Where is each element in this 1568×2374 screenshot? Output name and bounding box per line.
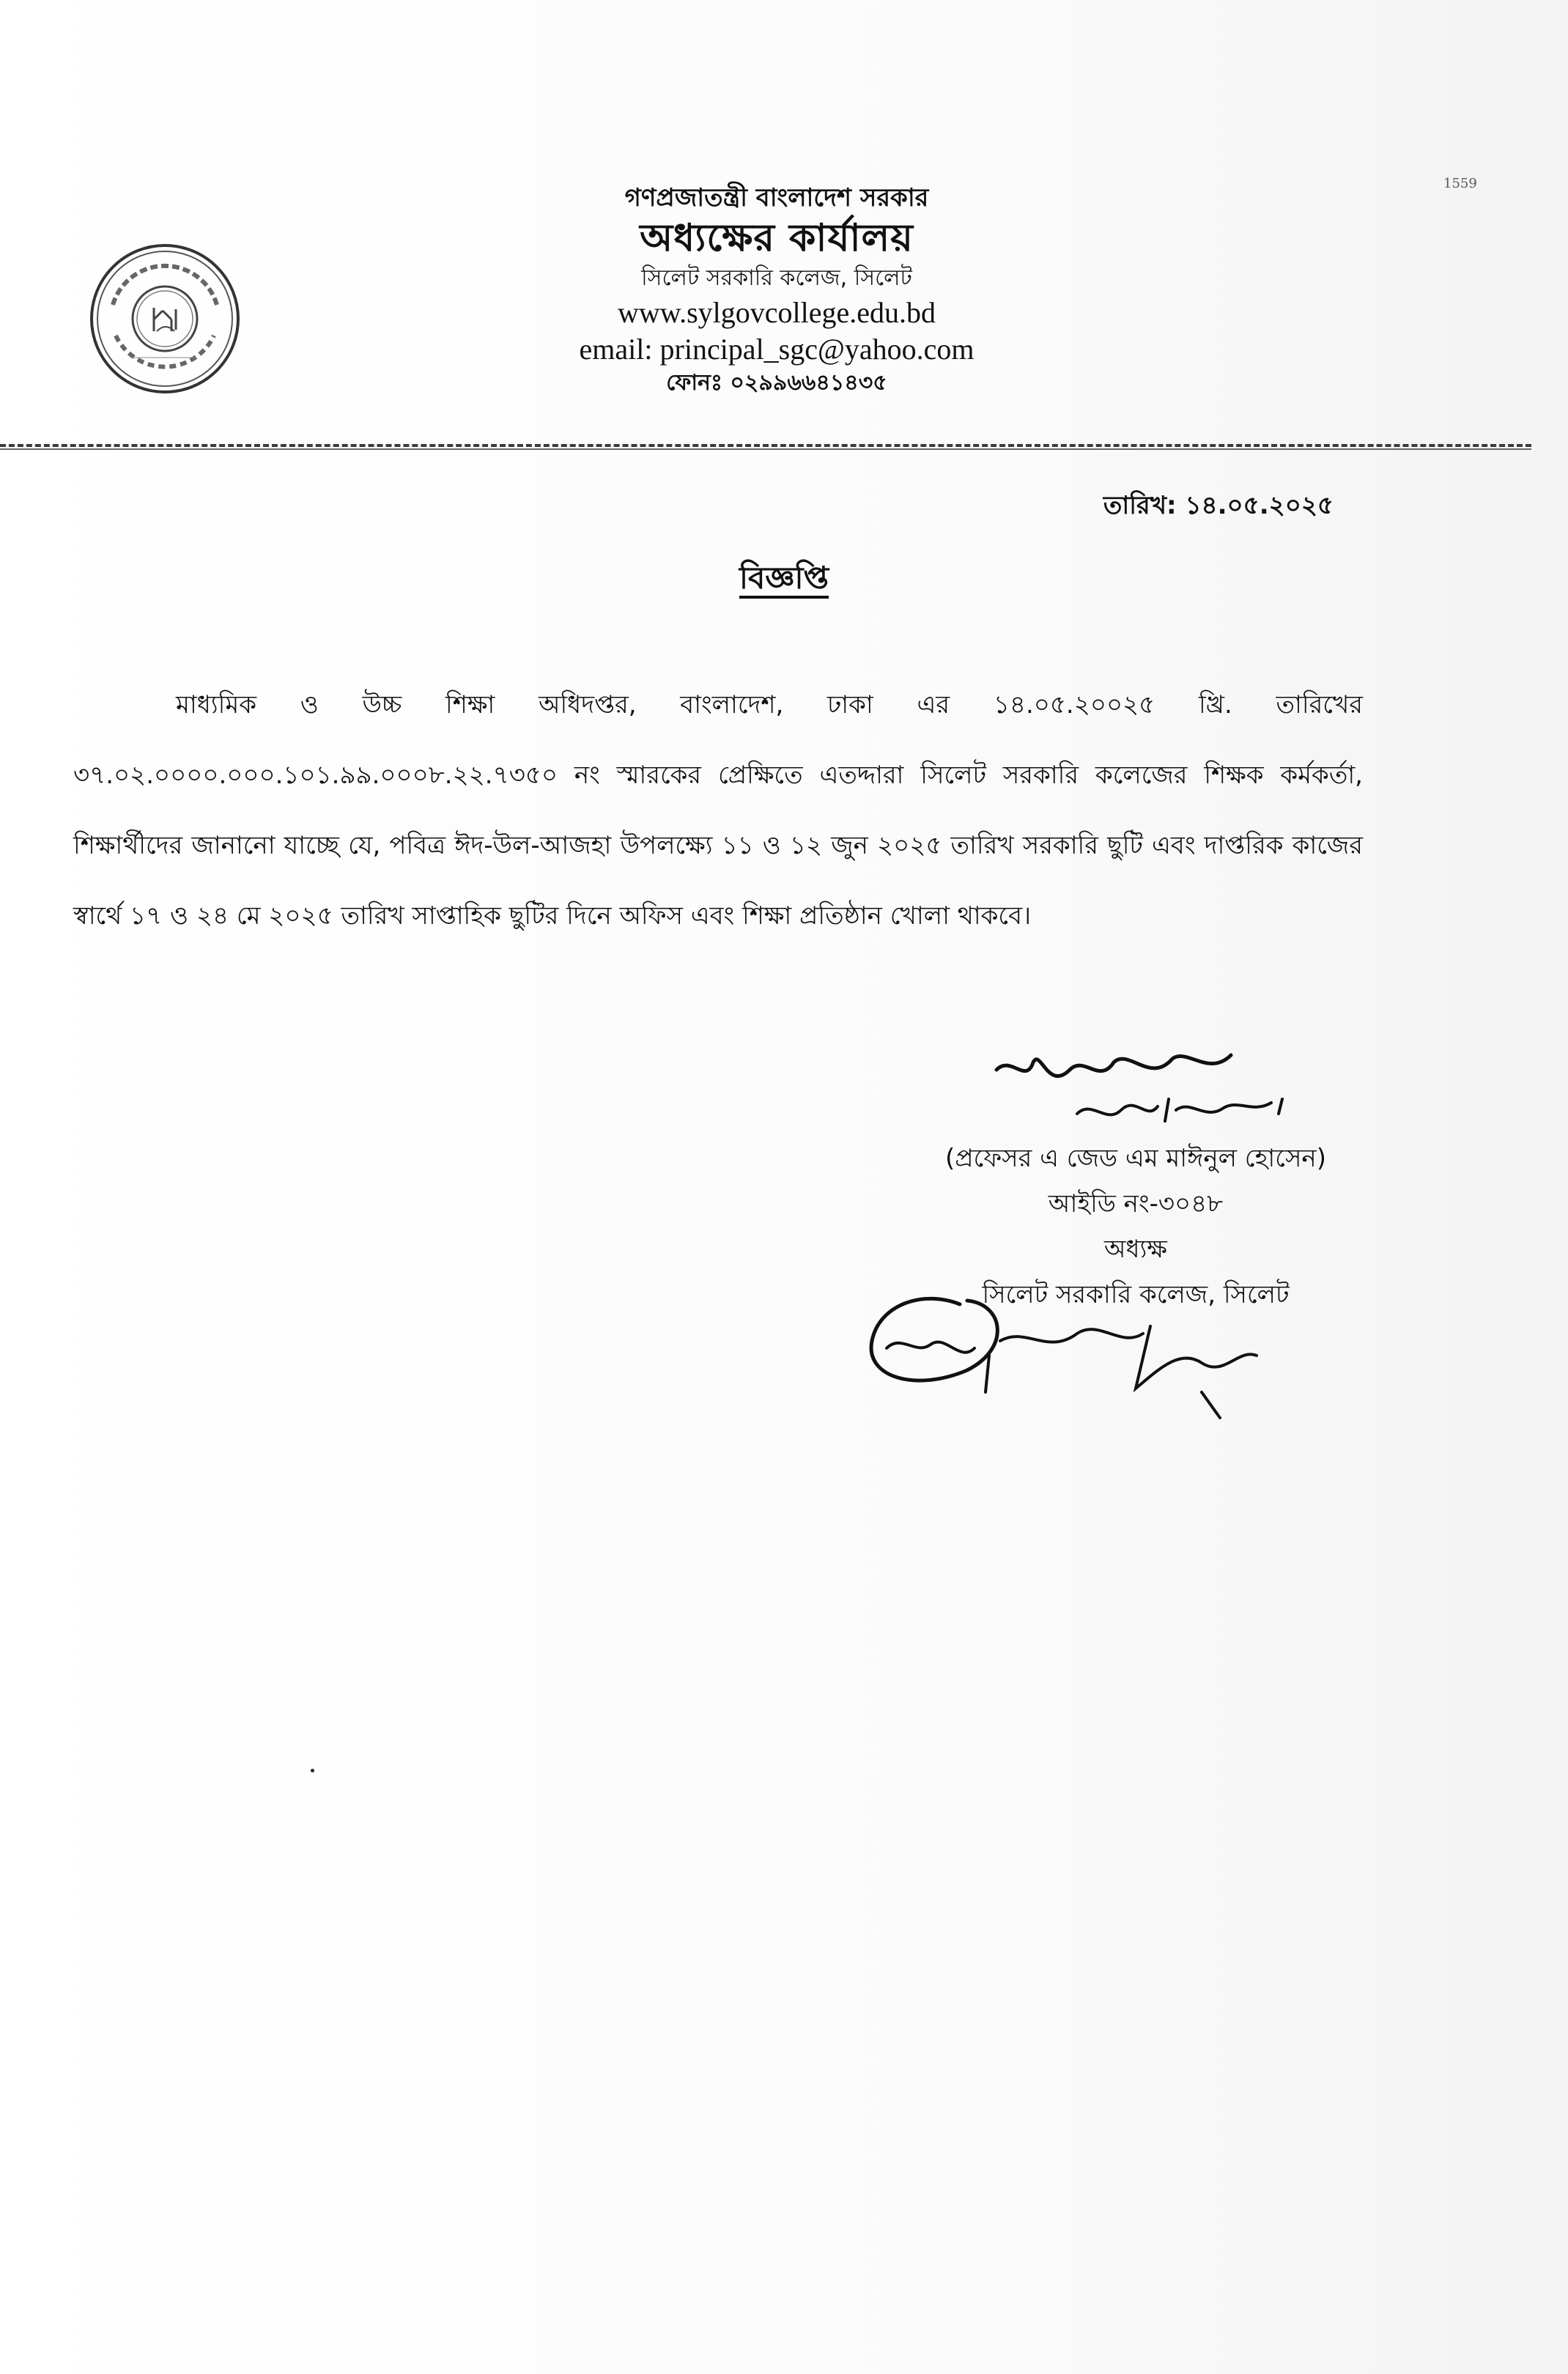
signatory-designation: অধ্যক্ষ: [1104, 1235, 1167, 1264]
signatory-name: (প্রফেসর এ জেড এম মাঈনুল হোসেন): [945, 1144, 1326, 1173]
signatory-institution: সিলেট সরকারি কলেজ, সিলেট: [982, 1280, 1290, 1309]
office-title: অধ্যক্ষের কার্যালয়: [640, 216, 914, 260]
countersignature-icon: [857, 1260, 1268, 1421]
website-text: www.sylgovcollege.edu.bd: [618, 296, 936, 329]
email-text: email: principal_sgc@yahoo.com: [579, 333, 975, 366]
stray-mark: [311, 1769, 314, 1772]
signatory-id: আইডি নং-৩০৪৮: [1048, 1189, 1224, 1219]
phone-text: ফোনঃ ০২৯৯৬৬৪১৪৩৫: [666, 370, 887, 396]
page-number-mark: 1559: [1443, 176, 1477, 191]
principal-signature-icon: [989, 1040, 1297, 1143]
college-name: সিলেট সরকারি কলেজ, সিলেট: [641, 265, 912, 291]
office-seal-icon: [86, 240, 243, 397]
header-divider-underline: [0, 448, 1531, 450]
letterhead: [410, 182, 1143, 399]
notice-title: [0, 554, 1568, 606]
government-name: গণপ্রজাতন্ত্রী বাংলাদেশ সরকার: [624, 183, 929, 212]
notice-title-text: বিজ্ঞপ্তি: [739, 560, 829, 596]
notice-body: মাধ্যমিক ও উচ্চ শিক্ষা অধিদপ্তর, বাংলাদেশ, ঢাকা এর ১৪.০৫.২০০২৫ খ্রি. তারিখের ৩৭.০২.০০০০.০০০.১০১.৯৯.০০০৮.২২.৭৩৫০ নং স্মারকের প্রেক্ষিতে এতদ্দারা সিলেট সরকারি কলেজের শিক্ষক কর্মকর্তা, শিক্ষার্থীদের জানানো যাচ্ছে যে, পবিত্র ঈদ-উল-আজহা উপলক্ষ্যে ১১ ও ১২ জুন ২০২৫ তারিখ সরকারি ছুটি এবং দাপ্তরিক কাজের স্বার্থে ১৭ ও ২৪ মে ২০২৫ তারিখ সাপ্তাহিক ছুটির দিনে অফিস এবং শিক্ষা প্রতিষ্ঠান খোলা থাকবে।: [73, 690, 1363, 931]
header-divider: [0, 444, 1531, 447]
notice-date: তারিখ: ১৪.০৫.২০২৫: [1103, 491, 1334, 520]
